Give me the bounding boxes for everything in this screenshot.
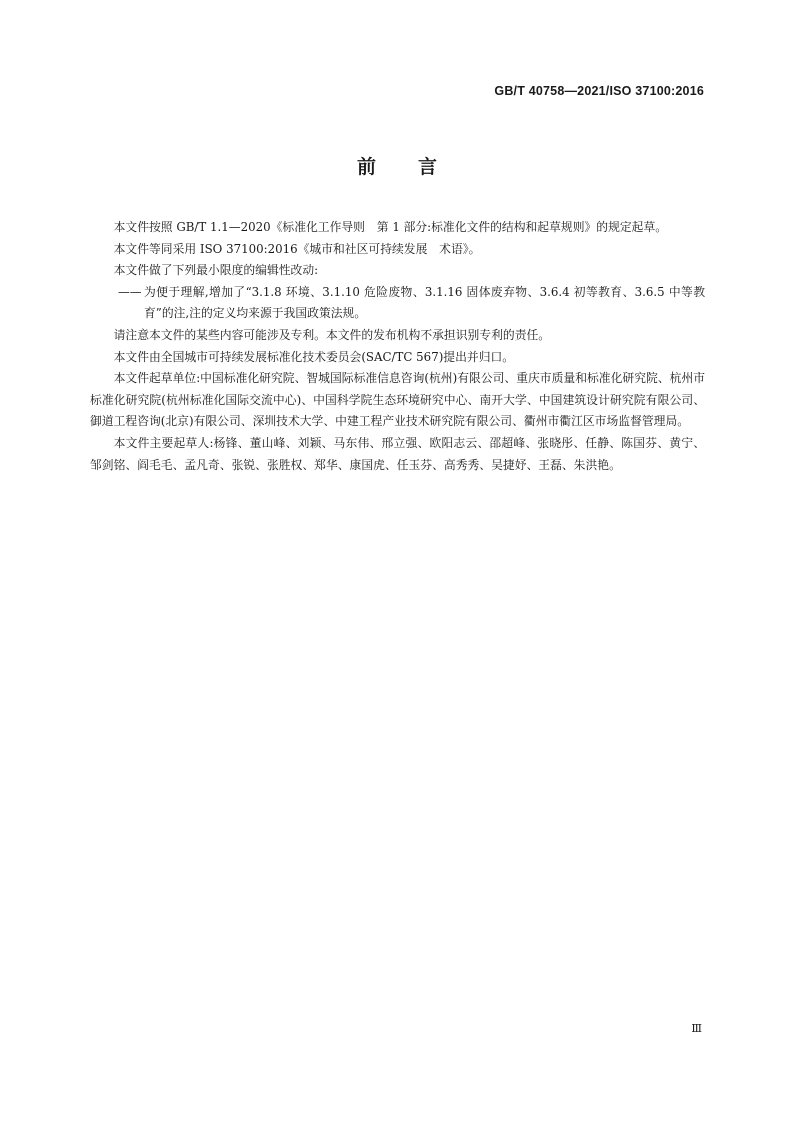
paragraph-drafting-units: 本文件起草单位:中国标准化研究院、智城国际标准信息咨询(杭州)有限公司、重庆市质量和标准化研究院、杭州市标准化研究院(杭州标准化国际交流中心)、中国科学院生态环境研究中心、南开大学、中国建筑设计研究院有限公司、御道工程咨询(北京)有限公司、深圳技术大学、中建工程产业技术研究院有限公司、衢州市衢江区市场监督管理局。 xyxy=(90,371,705,429)
paragraph-patent-notice: 请注意本文件的某些内容可能涉及专利。本文件的发布机构不承担识别专利的责任。 xyxy=(113,327,551,342)
list-item-editorial-change xyxy=(90,282,705,325)
page-number: Ⅲ xyxy=(691,1022,702,1035)
page-title-char-1: 前 xyxy=(356,156,376,178)
standard-code: GB/T 40758—2021/ISO 37100:2016 xyxy=(494,84,704,98)
paragraph-adoption: 本文件等同采用 ISO 37100:2016《城市和社区可持续发展 术语》。 xyxy=(113,241,481,256)
paragraph-proposed-by: 本文件由全国城市可持续发展标准化技术委员会(SAC/TC 567)提出并归口。 xyxy=(113,349,515,364)
paragraph-editorial-changes: 本文件做了下列最小限度的编辑性改动: xyxy=(113,263,319,278)
page-title-char-2: 言 xyxy=(418,156,438,178)
paragraph-drafters: 本文件主要起草人:杨锋、董山峰、刘颖、马东伟、邢立强、欧阳志云、邵超峰、张晓彤、任静、陈国芬、黄宁、邹剑铭、阎毛毛、孟凡奇、张锐、张胜权、郑华、康国虎、任玉芬、高秀秀、吴捷妤、王磊、朱洪艳。 xyxy=(90,435,705,472)
page-title xyxy=(0,152,794,179)
paragraph-drafting-rules: 本文件按照 GB/T 1.1—2020《标准化工作导则 第 1 部分:标准化文件的结构和起草规则》的规定起草。 xyxy=(113,220,668,234)
list-item-text: 为便于理解,增加了“3.1.8 环境、3.1.10 危险废物、3.1.16 固体废弃物、3.6.4 初等教育、3.6.5 中等教育”的注,注的定义均来源于我国政策法规。 xyxy=(144,284,705,321)
dash-marker: —— xyxy=(118,284,142,299)
foreword-body xyxy=(90,217,705,476)
